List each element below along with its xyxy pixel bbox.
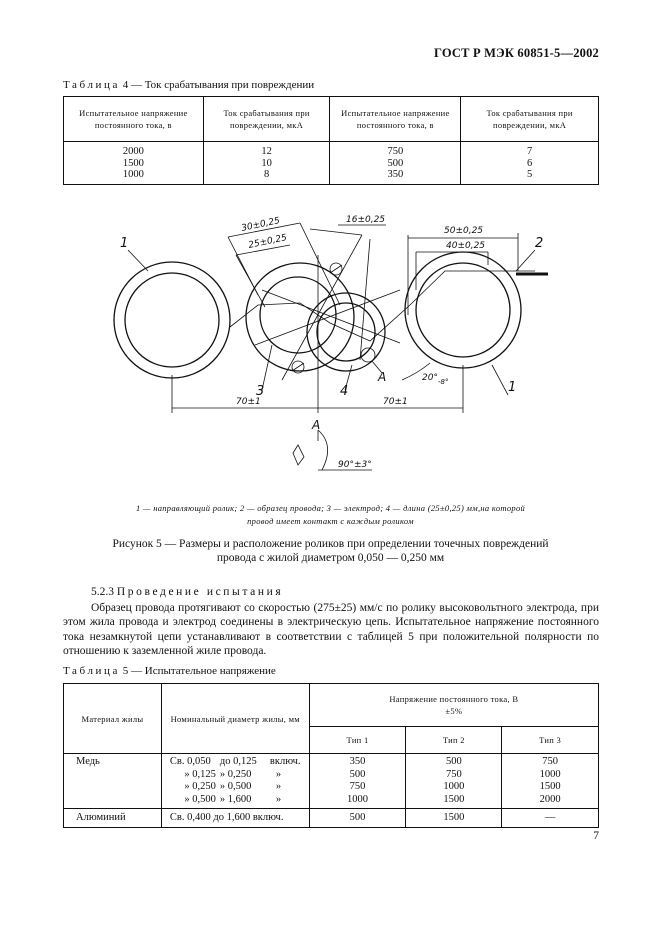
- table-cell: 7: [461, 142, 599, 158]
- section-heading: [91, 586, 283, 598]
- figure5-drawing: [0, 195, 661, 495]
- dim-16: 16±0,25: [346, 215, 386, 225]
- fig-label-3: 3: [256, 384, 265, 399]
- table-cell: 500: [330, 158, 461, 170]
- dim-25: 25±0,25: [247, 233, 288, 251]
- aluminium-type2: 1500: [406, 809, 502, 828]
- table5-header-material: Материал жилы: [64, 684, 162, 754]
- table-cell: 6: [461, 158, 599, 170]
- figure-title-line2: провода с жилой диаметром 0,050 — 0,250 мм: [216, 552, 445, 564]
- material-copper: Медь: [64, 754, 162, 809]
- right-roller-outer: [405, 252, 521, 368]
- table5-caption-text: 5 — Испытательное напряжение: [122, 665, 276, 677]
- diameter-range: » 0,125 » 0,250 »: [184, 768, 282, 780]
- standard-header: ГОСТ Р МЭК 60851-5—2002: [434, 46, 599, 60]
- table5-header-voltage-l2: ±5%: [445, 706, 463, 716]
- copper-type2: 500 750 1000 1500: [406, 754, 502, 809]
- small-roller-inner: [317, 303, 375, 361]
- table-cell: 350: [330, 169, 461, 184]
- electrode-roller-inner: [260, 277, 336, 353]
- section-paragraph: Образец провода протягивают со скоростью (275±25) мм/с по ролику высоковольтного электрода, при этом жила провода и электрод соединены в электрическую цепь. Испытательное напряжение постоянного тока незамкнутой цепи устанавливают в соответствии с таблицей 5 при положительной полярности по отношению к заземленной жиле провода.: [63, 602, 599, 658]
- table-row: [64, 809, 599, 828]
- aluminium-diameter: Св. 0,400 до 1,600 включ.: [161, 809, 309, 828]
- table4: [63, 96, 599, 185]
- table-cell: 1500: [64, 158, 204, 170]
- page-number: 7: [593, 830, 599, 842]
- left-roller-inner: [125, 273, 219, 367]
- table4-caption-text: 4 — Ток срабатывания при повреждении: [122, 79, 315, 91]
- dim-ext: [310, 229, 362, 235]
- angle-20: 20°: [422, 373, 438, 383]
- table4-header-cell: Ток срабатывания при повреждении, мкА: [203, 97, 330, 142]
- angle-90: 90°±3°: [338, 460, 372, 470]
- dim-ext: [300, 223, 340, 305]
- table-row: [64, 754, 599, 809]
- dim-30: 30±0,25: [240, 216, 281, 234]
- material-aluminium: Алюминий: [64, 809, 162, 828]
- detail-a-arc: [318, 430, 328, 470]
- figure-title: [0, 537, 661, 565]
- guide-line: [282, 235, 362, 380]
- table5-header-row: [64, 684, 599, 727]
- leader-1: [128, 250, 148, 271]
- table-cell: 8: [203, 169, 330, 184]
- fig-label-1: 1: [120, 236, 129, 251]
- table4-header-cell: Испытательное напряжение постоянного тока, в: [64, 97, 204, 142]
- table4-header-cell: Испытательное напряжение постоянного тока, в: [330, 97, 461, 142]
- table-row: [64, 169, 599, 184]
- table5-caption: [63, 665, 276, 677]
- leader-1b: [492, 365, 508, 395]
- aluminium-type3: —: [502, 809, 599, 828]
- table-cell: 1000: [64, 169, 204, 184]
- table-row: [64, 142, 599, 158]
- table5-header-diameter: Номинальный диаметр жилы, мм: [161, 684, 309, 754]
- table5-type-3: Тип 3: [502, 727, 599, 754]
- section-number: 5.2.3: [91, 586, 114, 598]
- section-title: Проведение испытания: [116, 586, 284, 598]
- table4-header-cell: Ток срабатывания при повреждении, мкА: [461, 97, 599, 142]
- diameter-range: » 0,250 » 0,500 »: [184, 781, 282, 792]
- fig-label-4: 4: [340, 384, 349, 399]
- angle-20-tolerance: -8°: [438, 378, 449, 386]
- figure-legend-line1: 1 — направляющий ролик; 2 — образец провода; 3 — электрод; 4 — длина (25±0,25) мм,на которой: [135, 503, 526, 513]
- table4-caption-label: Таблица: [63, 79, 120, 91]
- copper-type3: 750 1000 1500 2000: [502, 754, 599, 809]
- detail-a-shape: [293, 445, 304, 465]
- figure-title-line1: Рисунок 5 — Размеры и расположение роликов при определении точечных повреждений: [112, 538, 549, 550]
- fig-label-1b: 1: [508, 380, 517, 395]
- copper-diameters: [161, 754, 309, 809]
- table5-header-voltage-l1: Напряжение постоянного тока, В: [389, 694, 519, 704]
- fig-label-2: 2: [535, 236, 544, 251]
- diameter-range: » 0,500 » 1,600 »: [184, 793, 282, 805]
- table-row: [64, 158, 599, 170]
- figure-legend-line2: провод имеет контакт с каждым роликом: [247, 516, 414, 526]
- table5-type-1: Тип 1: [309, 727, 406, 754]
- contact-mark-hatch: [330, 265, 342, 273]
- diameter-range: Св. 0,050 до 0,125 включ.: [169, 756, 301, 767]
- table5-caption-label: Таблица: [63, 665, 120, 677]
- copper-type1: 350 500 750 1000: [309, 754, 406, 809]
- table5-type-2: Тип 2: [406, 727, 502, 754]
- table4-header-row: [64, 97, 599, 142]
- dim-50: 50±0,25: [444, 226, 484, 236]
- dim-ext: [236, 255, 265, 307]
- aluminium-type1: 500: [309, 809, 406, 828]
- table5-header-voltage: [309, 684, 598, 727]
- table-cell: 10: [203, 158, 330, 170]
- table-cell: 12: [203, 142, 330, 158]
- table4-caption: [63, 79, 314, 91]
- table-cell: 2000: [64, 142, 204, 158]
- dim-70a: 70±1: [236, 397, 261, 407]
- right-roller-inner: [416, 263, 510, 357]
- wire-path: [230, 271, 535, 341]
- fig-label-a2: A: [312, 418, 321, 432]
- leader-2: [516, 250, 535, 271]
- dim-70b: 70±1: [383, 397, 408, 407]
- table5: [63, 683, 599, 828]
- dim-40: 40±0,25: [446, 241, 486, 251]
- figure-legend: [0, 502, 661, 528]
- fig-label-a: A: [378, 370, 387, 384]
- table-cell: 5: [461, 169, 599, 184]
- table-cell: 750: [330, 142, 461, 158]
- contact-mark-hatch: [292, 363, 304, 371]
- left-roller-outer: [114, 262, 230, 378]
